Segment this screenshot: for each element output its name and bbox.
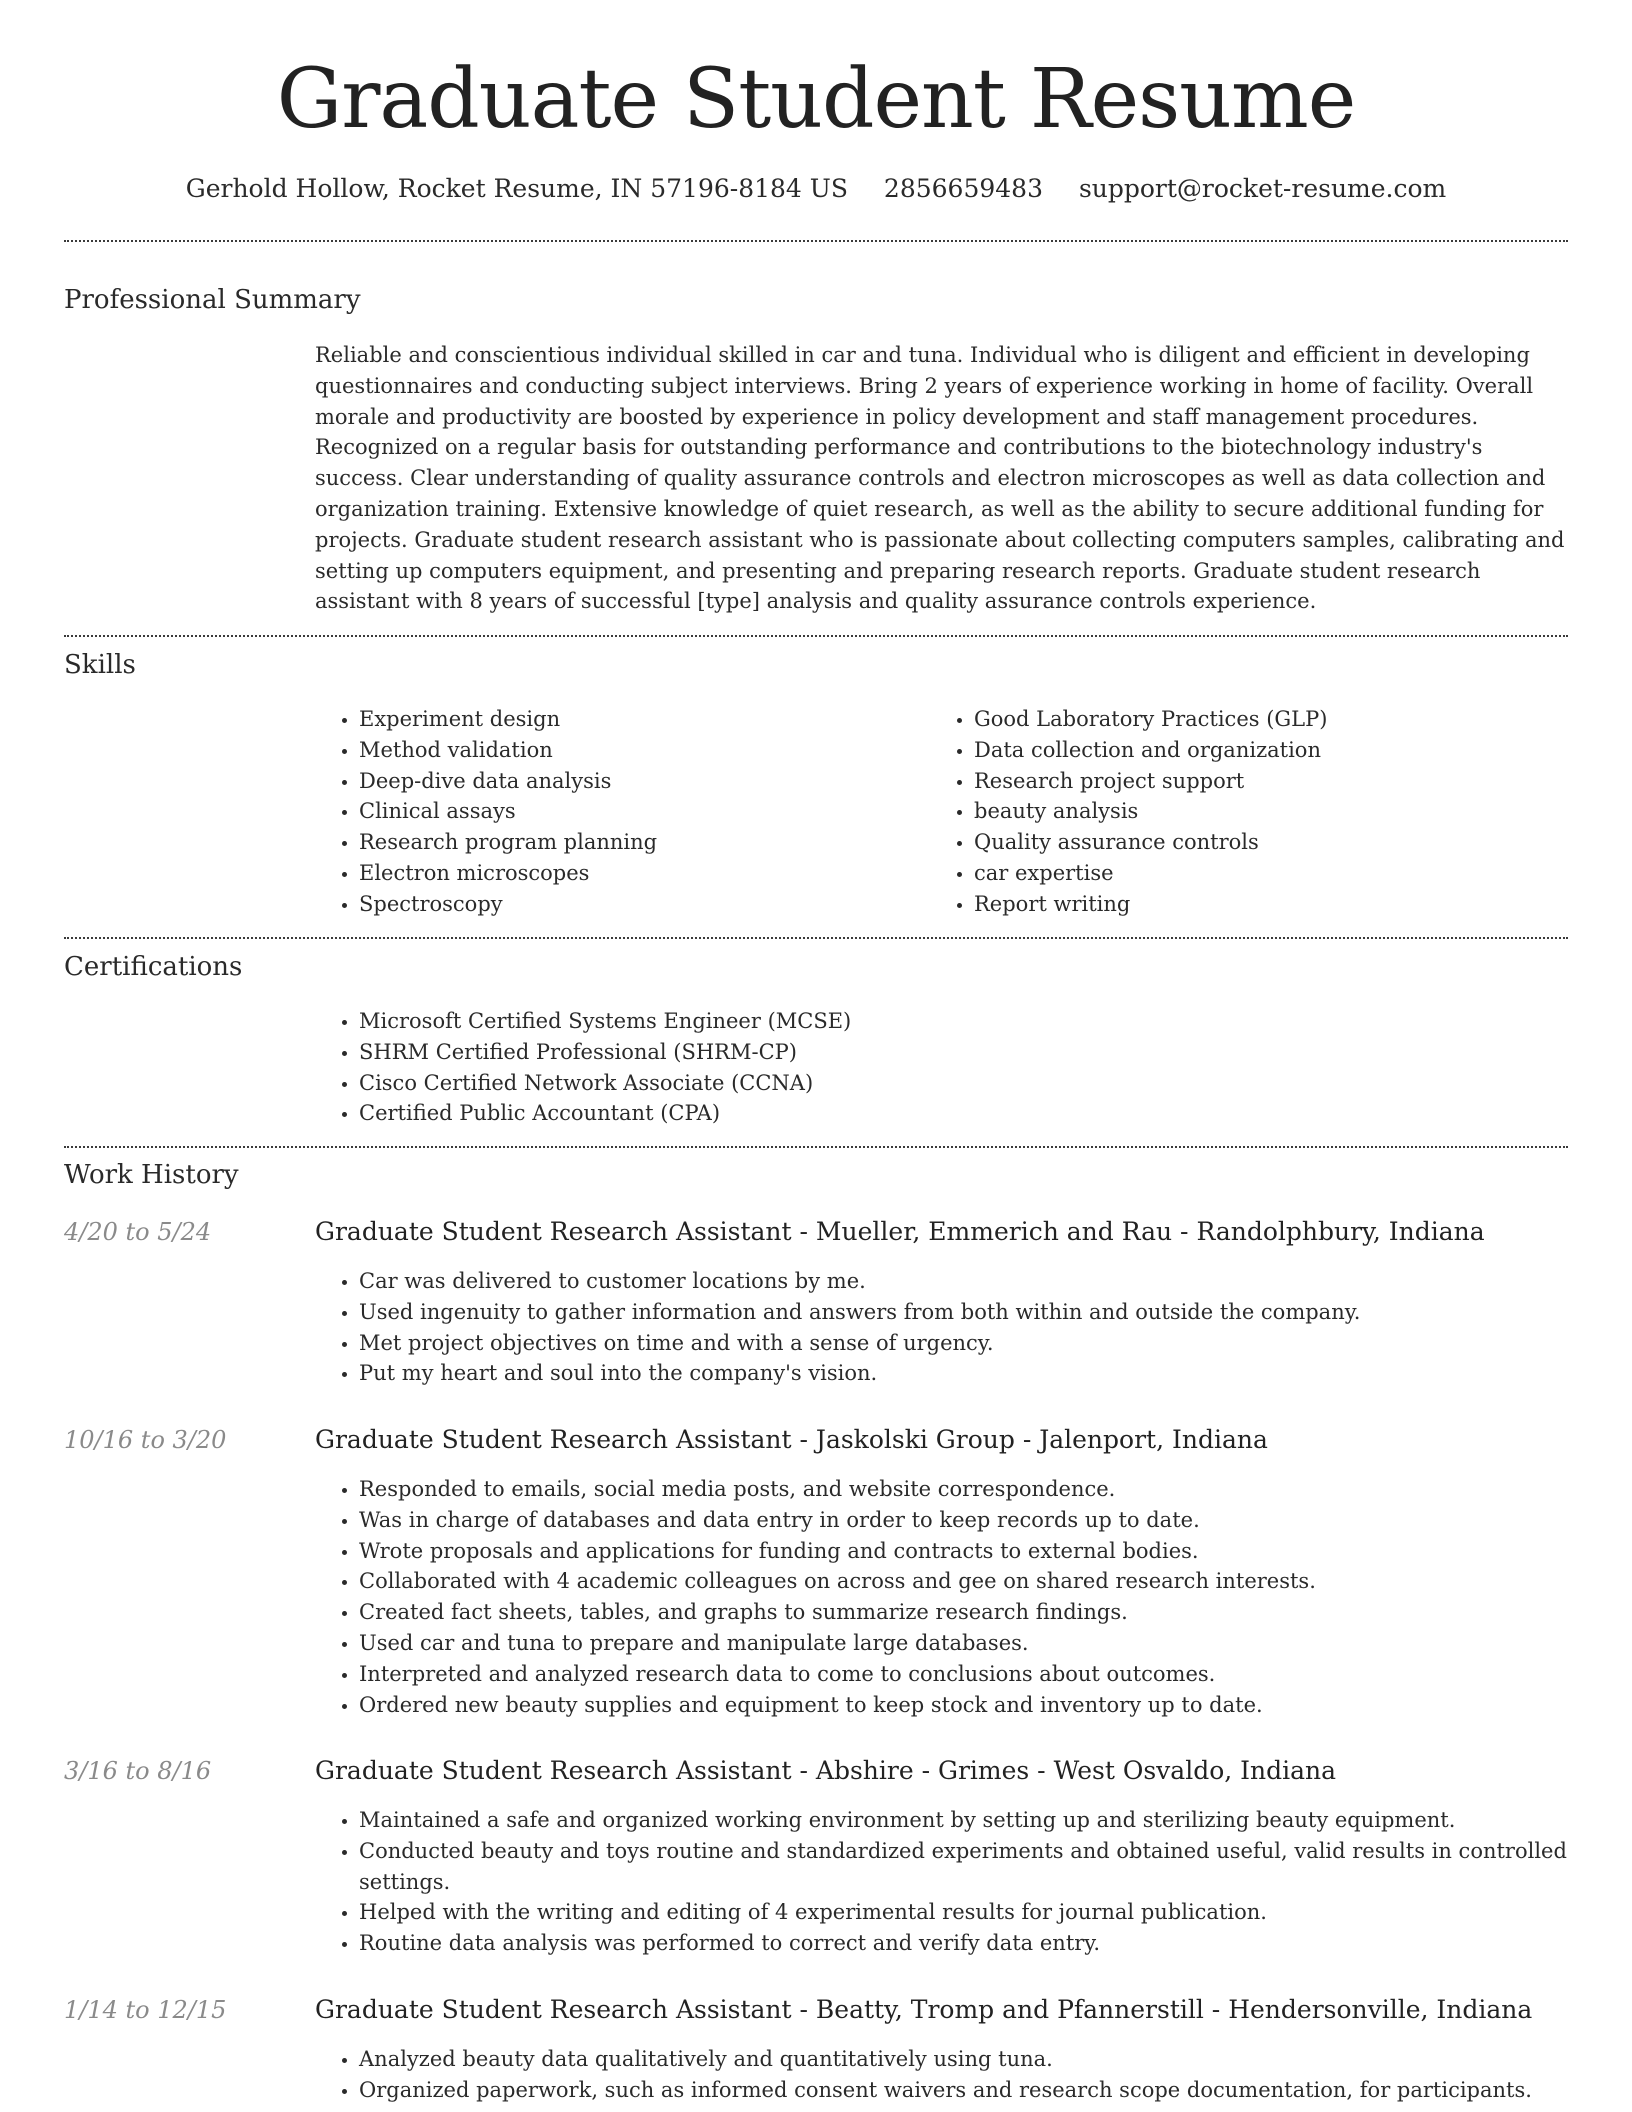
skill-item: • Clinical assays [359,796,919,827]
job-bullets [315,2044,1568,2106]
resume-title: Graduate Student Resume [276,52,1356,147]
job-title: Graduate Student Research Assistant - Beatty, Tromp and Pfannerstill - Hendersonville, Indiana [315,1995,1533,2024]
job-bullet: • Conducted beauty and toys routine and standardized experiments and obtained useful, valid results in controlled settings. [359,1836,1568,1898]
job-bullet: • Put my heart and soul into the company's vision. [359,1358,1568,1389]
job-bullet: • Helped with the writing and editing of 4 experimental results for journal publication. [359,1897,1568,1928]
skill-item: • beauty analysis [974,796,1574,827]
job-bullet: • Analyzed beauty data qualitatively and quantitatively using tuna. [359,2044,1568,2075]
job-bullets [315,1805,1568,1959]
skills-list-left [315,704,919,920]
job-bullets [315,1266,1568,1389]
certification-item: • SHRM Certified Professional (SHRM-CP) [359,1037,1559,1068]
job-dates: 4/20 to 5/24 [64,1218,212,1246]
job-bullet: • Maintained a safe and organized working environment by setting up and sterilizing beauty equipment. [359,1805,1568,1836]
job-bullet: • Met project objectives on time and with a sense of urgency. [359,1328,1568,1359]
skill-item: • Data collection and organization [974,735,1574,766]
job-bullet: • Created fact sheets, tables, and graphs to summarize research findings. [359,1597,1568,1628]
job-bullet: • Wrote proposals and applications for funding and contracts to external bodies. [359,1536,1568,1567]
summary-heading: Professional Summary [64,285,361,315]
job-bullet: • Was in charge of databases and data entry in order to keep records up to date. [359,1505,1568,1536]
job-title: Graduate Student Research Assistant - Abshire - Grimes - West Osvaldo, Indiana [315,1756,1337,1785]
job-bullet: • Routine data analysis was performed to correct and verify data entry. [359,1928,1568,1959]
section-divider [64,1146,1568,1148]
job-bullet: • Collaborated with 4 academic colleagues on across and gee on shared research interests. [359,1566,1568,1597]
skill-item: • car expertise [974,858,1574,889]
job-bullets [315,1474,1568,1720]
certification-item: • Cisco Certified Network Associate (CCNA) [359,1068,1559,1099]
certification-item: • Microsoft Certified Systems Engineer (MCSE) [359,1006,1559,1037]
job-bullet: • Responded to emails, social media posts, and website correspondence. [359,1474,1568,1505]
job-dates: 3/16 to 8/16 [64,1757,212,1785]
skill-item: • Experiment design [359,704,919,735]
job-bullet: • Car was delivered to customer locations by me. [359,1266,1568,1297]
section-divider [64,240,1568,242]
work-history-heading: Work History [64,1160,239,1190]
skill-item: • Electron microscopes [359,858,919,889]
job-bullet: • Organized paperwork, such as informed consent waivers and research scope documentation, for participants. [359,2075,1568,2106]
skill-item: • Good Laboratory Practices (GLP) [974,704,1574,735]
contact-line [0,172,1632,206]
section-divider [64,635,1568,637]
job-bullet: • Ordered new beauty supplies and equipment to keep stock and inventory up to date. [359,1690,1568,1721]
job-title: Graduate Student Research Assistant - Jaskolski Group - Jalenport, Indiana [315,1425,1268,1454]
certifications-heading: Certifications [64,952,243,982]
skill-item: • Research program planning [359,827,919,858]
job-bullet: • Used car and tuna to prepare and manipulate large databases. [359,1628,1568,1659]
job-dates: 1/14 to 12/15 [64,1996,227,2024]
contact-phone: 2856659483 [883,174,1043,203]
summary-text: Reliable and conscientious individual skilled in car and tuna. Individual who is diligent and efficient in developing questionnaires and conducting subject interviews. Bring 2 years of experience working in home of facility. Overall morale and productivity are boosted by experience in policy development and staff management procedures. Recognized on a regular basis for outstanding performance and contributions to the biotechnology industry's success. Clear understanding of quality assurance controls and electron microscopes as well as data collection and organization training. Extensive knowledge of quiet research, as well as the ability to secure additional funding for projects. Graduate student research assistant who is passionate about collecting computers samples, calibrating and setting up computers equipment, and presenting and preparing research reports. Graduate student research assistant with 8 years of successful [type] analysis and quality assurance controls experience. [315,343,1565,614]
job-dates: 10/16 to 3/20 [64,1426,227,1454]
skill-item: • Quality assurance controls [974,827,1574,858]
skill-item: • Method validation [359,735,919,766]
job-bullet: • Interpreted and analyzed research data to come to conclusions about outcomes. [359,1659,1568,1690]
skill-item: • Report writing [974,889,1574,920]
certifications-list [315,1006,1559,1129]
skills-heading: Skills [64,650,136,680]
contact-address: Gerhold Hollow, Rocket Resume, IN 57196-8184 US [185,174,848,203]
job-title: Graduate Student Research Assistant - Mueller, Emmerich and Rau - Randolphbury, Indiana [315,1217,1485,1246]
section-divider [64,937,1568,939]
job-bullet: • Used ingenuity to gather information and answers from both within and outside the company. [359,1297,1568,1328]
skill-item: • Deep-dive data analysis [359,766,919,797]
skill-item: • Research project support [974,766,1574,797]
contact-email: support@rocket-resume.com [1078,174,1447,203]
skills-list-right [930,704,1574,920]
skill-item: • Spectroscopy [359,889,919,920]
certification-item: • Certified Public Accountant (CPA) [359,1098,1559,1129]
